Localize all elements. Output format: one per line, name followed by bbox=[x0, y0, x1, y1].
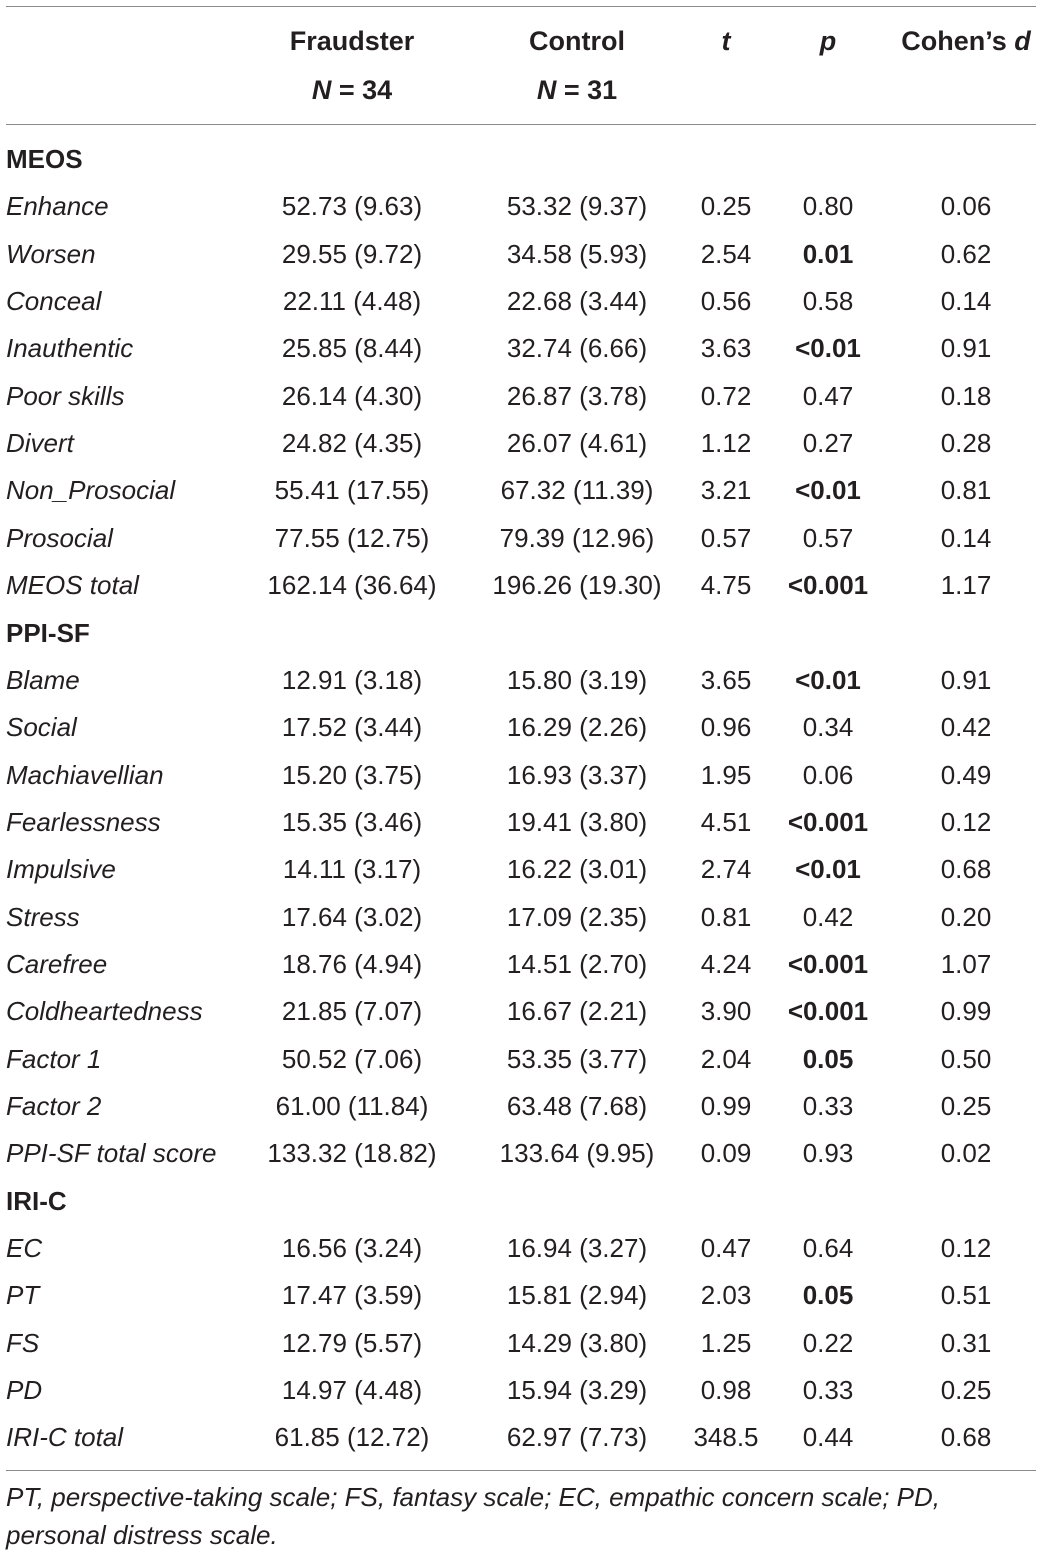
cohens-d-value: 0.28 bbox=[940, 428, 992, 459]
table-row bbox=[6, 373, 1036, 420]
cohens-d-value: 0.99 bbox=[940, 996, 992, 1027]
fraudster-value: 77.55 (12.75) bbox=[274, 522, 430, 553]
p-value: <0.001 bbox=[787, 570, 869, 601]
cohens-d-value: 0.12 bbox=[940, 1233, 992, 1264]
p-value: 0.57 bbox=[802, 522, 854, 553]
t-value: 1.95 bbox=[700, 759, 752, 790]
fraudster-value: 29.55 (9.72) bbox=[281, 238, 423, 269]
cohens-d-value: 0.50 bbox=[940, 1043, 992, 1074]
t-value: 2.04 bbox=[700, 1043, 752, 1074]
cohens-d-value: 1.17 bbox=[940, 570, 992, 601]
fraudster-value: 50.52 (7.06) bbox=[281, 1043, 423, 1074]
control-value: 133.64 (9.95) bbox=[499, 1138, 655, 1169]
header-p bbox=[776, 26, 880, 56]
t-value: 348.5 bbox=[693, 1422, 759, 1453]
p-value: 0.64 bbox=[802, 1233, 854, 1264]
control-value: 15.81 (2.94) bbox=[506, 1280, 648, 1311]
cohens-d-value: 0.25 bbox=[940, 1091, 992, 1121]
fraudster-value: 18.76 (4.94) bbox=[281, 948, 423, 979]
cohens-d-value: 0.68 bbox=[940, 1422, 992, 1453]
p-value: 0.22 bbox=[802, 1327, 854, 1358]
row-label: Poor skills bbox=[6, 380, 125, 411]
table-row bbox=[6, 941, 1036, 988]
table-header-rule bbox=[6, 124, 1036, 125]
t-value: 3.65 bbox=[700, 664, 752, 695]
fraudster-value: 55.41 (17.55) bbox=[274, 475, 430, 506]
control-value: 32.74 (6.66) bbox=[506, 333, 648, 364]
fraudster-value: 14.11 (3.17) bbox=[282, 854, 422, 885]
row-label: Impulsive bbox=[6, 854, 116, 885]
t-value: 3.63 bbox=[700, 333, 752, 364]
fraudster-value: 12.91 (3.18) bbox=[281, 664, 423, 695]
p-value: 0.33 bbox=[802, 1091, 854, 1121]
control-value: 16.22 (3.01) bbox=[506, 854, 648, 885]
p-value: <0.01 bbox=[795, 333, 861, 364]
row-label: PD bbox=[6, 1375, 43, 1406]
control-value: 14.51 (2.70) bbox=[506, 948, 648, 979]
p-value: <0.01 bbox=[795, 475, 861, 506]
t-value: 0.98 bbox=[700, 1375, 752, 1406]
t-value: 1.12 bbox=[700, 428, 752, 459]
control-value: 17.09 (2.35) bbox=[506, 901, 648, 932]
section-label: MEOS bbox=[6, 144, 83, 174]
section-label: PPI-SF bbox=[6, 617, 90, 648]
footnote-line-1: PT, perspective-taking scale; FS, fantasy scale; EC, empathic concern scale; PD, bbox=[6, 1482, 941, 1512]
table-row bbox=[6, 799, 1036, 846]
t-value: 4.51 bbox=[700, 806, 752, 837]
control-value: 34.58 (5.93) bbox=[506, 238, 648, 269]
fraudster-value: 61.85 (12.72) bbox=[274, 1422, 430, 1453]
p-value: 0.42 bbox=[802, 901, 854, 932]
fraudster-value: 14.97 (4.48) bbox=[281, 1375, 423, 1406]
table-row bbox=[6, 1414, 1036, 1461]
control-value: 16.67 (2.21) bbox=[506, 996, 648, 1027]
table-row bbox=[6, 988, 1036, 1035]
p-value: 0.27 bbox=[802, 428, 854, 459]
header-control-n: N = 31 bbox=[536, 75, 618, 105]
p-value: <0.01 bbox=[795, 664, 861, 695]
control-value: 16.93 (3.37) bbox=[506, 759, 648, 790]
header-cohens-d-symbol: d bbox=[1014, 26, 1031, 56]
t-value: 3.21 bbox=[700, 475, 752, 506]
fraudster-value: 24.82 (4.35) bbox=[281, 428, 423, 459]
fraudster-value: 15.35 (3.46) bbox=[281, 806, 423, 837]
header-control bbox=[470, 26, 684, 105]
p-value: 0.01 bbox=[802, 238, 854, 269]
table-row bbox=[6, 1272, 1036, 1319]
cohens-d-value: 0.31 bbox=[940, 1327, 992, 1358]
row-label: Fearlessness bbox=[6, 806, 161, 837]
table-row bbox=[6, 562, 1036, 609]
table-top-rule bbox=[6, 6, 1036, 7]
fraudster-value: 21.85 (7.07) bbox=[281, 996, 423, 1027]
cohens-d-value: 0.81 bbox=[940, 475, 992, 506]
fraudster-value: 162.14 (36.64) bbox=[267, 570, 437, 601]
section-header-row bbox=[6, 136, 1036, 183]
cohens-d-value: 0.68 bbox=[940, 854, 992, 885]
row-label: FS bbox=[6, 1327, 40, 1358]
control-value: 53.32 (9.37) bbox=[506, 191, 648, 222]
p-value: 0.34 bbox=[802, 712, 854, 743]
control-value: 19.41 (3.80) bbox=[506, 806, 648, 837]
row-label: Divert bbox=[6, 428, 74, 459]
p-value: 0.06 bbox=[802, 759, 854, 790]
table-row bbox=[6, 704, 1036, 751]
row-label: Social bbox=[6, 712, 77, 743]
fraudster-value: 16.56 (3.24) bbox=[281, 1233, 423, 1264]
t-value: 1.25 bbox=[700, 1327, 752, 1358]
t-value: 0.57 bbox=[700, 522, 752, 553]
fraudster-value: 17.64 (3.02) bbox=[281, 901, 423, 932]
cohens-d-value: 0.14 bbox=[940, 522, 992, 553]
header-cohens-d bbox=[888, 26, 1041, 56]
row-label: Prosocial bbox=[6, 522, 113, 553]
row-label: EC bbox=[6, 1233, 43, 1264]
table-row bbox=[6, 278, 1036, 325]
table-footnote bbox=[6, 1478, 1036, 1554]
fraudster-value: 26.14 (4.30) bbox=[281, 380, 423, 411]
control-value: 53.35 (3.77) bbox=[506, 1043, 648, 1074]
row-label: Conceal bbox=[6, 286, 102, 317]
t-value: 2.03 bbox=[700, 1280, 752, 1311]
cohens-d-value: 0.02 bbox=[940, 1138, 992, 1169]
t-value: 0.96 bbox=[700, 712, 752, 743]
t-value: 0.56 bbox=[700, 286, 752, 317]
row-label: Non_Prosocial bbox=[6, 475, 176, 506]
control-value: 63.48 (7.68) bbox=[506, 1091, 648, 1121]
row-label: IRI-C total bbox=[6, 1422, 124, 1453]
p-value: 0.44 bbox=[802, 1422, 854, 1453]
p-value: 0.58 bbox=[802, 286, 854, 317]
control-value: 26.07 (4.61) bbox=[506, 428, 648, 459]
row-label: Blame bbox=[6, 664, 80, 695]
section-header-row bbox=[6, 610, 1036, 657]
fraudster-value: 133.32 (18.82) bbox=[267, 1138, 437, 1169]
fraudster-value: 22.11 (4.48) bbox=[282, 286, 422, 317]
cohens-d-value: 0.06 bbox=[940, 191, 992, 222]
row-label: Worsen bbox=[6, 238, 96, 269]
p-value: 0.05 bbox=[802, 1043, 854, 1074]
table-row bbox=[6, 1367, 1036, 1414]
header-fraudster-n: N = 34 bbox=[311, 75, 393, 105]
fraudster-value: 52.73 (9.63) bbox=[281, 191, 423, 222]
table-row bbox=[6, 1083, 1036, 1130]
row-label: Inauthentic bbox=[6, 333, 134, 364]
cohens-d-value: 0.20 bbox=[940, 901, 992, 932]
cohens-d-value: 1.07 bbox=[940, 948, 992, 979]
table-row bbox=[6, 420, 1036, 467]
p-value: <0.001 bbox=[787, 996, 869, 1027]
control-value: 67.32 (11.39) bbox=[500, 475, 654, 506]
p-value: 0.05 bbox=[802, 1280, 854, 1311]
header-control-name: Control bbox=[529, 26, 625, 56]
p-value: 0.33 bbox=[802, 1375, 854, 1406]
cohens-d-value: 0.49 bbox=[940, 759, 992, 790]
row-label: Enhance bbox=[6, 191, 109, 222]
table-row bbox=[6, 752, 1036, 799]
header-p-label: p bbox=[819, 26, 837, 56]
row-label: PPI-SF total score bbox=[6, 1138, 217, 1169]
table-row bbox=[6, 231, 1036, 278]
table-bottom-rule bbox=[6, 1470, 1036, 1471]
table-row bbox=[6, 1320, 1036, 1367]
table-row bbox=[6, 325, 1036, 372]
header-fraudster-name: Fraudster bbox=[289, 26, 415, 56]
cohens-d-value: 0.25 bbox=[940, 1375, 992, 1406]
table-row bbox=[6, 183, 1036, 230]
row-label: Stress bbox=[6, 901, 80, 932]
row-label: Carefree bbox=[6, 948, 108, 979]
p-value: 0.47 bbox=[802, 380, 854, 411]
cohens-d-value: 0.62 bbox=[940, 238, 992, 269]
p-value: 0.93 bbox=[802, 1138, 854, 1169]
p-value: <0.01 bbox=[795, 854, 861, 885]
control-value: 26.87 (3.78) bbox=[506, 380, 648, 411]
p-value: <0.001 bbox=[787, 948, 869, 979]
fraudster-value: 17.47 (3.59) bbox=[281, 1280, 423, 1311]
control-value: 62.97 (7.73) bbox=[506, 1422, 648, 1453]
cohens-d-value: 0.91 bbox=[940, 664, 992, 695]
t-value: 0.25 bbox=[700, 191, 752, 222]
fraudster-value: 15.20 (3.75) bbox=[281, 759, 423, 790]
cohens-d-value: 0.12 bbox=[940, 806, 992, 837]
cohens-d-value: 0.14 bbox=[940, 286, 992, 317]
cohens-d-value: 0.91 bbox=[940, 333, 992, 364]
t-value: 0.81 bbox=[700, 901, 752, 932]
table-row bbox=[6, 1130, 1036, 1177]
table-row bbox=[6, 846, 1036, 893]
section-header-row bbox=[6, 1178, 1036, 1225]
t-value: 0.99 bbox=[700, 1091, 752, 1121]
row-label: Coldheartedness bbox=[6, 996, 203, 1027]
control-value: 16.94 (3.27) bbox=[506, 1233, 648, 1264]
table-row bbox=[6, 1036, 1036, 1083]
control-value: 14.29 (3.80) bbox=[506, 1327, 648, 1358]
t-value: 4.75 bbox=[700, 570, 752, 601]
table-row bbox=[6, 657, 1036, 704]
control-value: 15.80 (3.19) bbox=[506, 664, 648, 695]
cohens-d-value: 0.18 bbox=[940, 380, 992, 411]
header-cohens-d-prefix: Cohen’s bbox=[901, 26, 1015, 56]
p-value: 0.80 bbox=[802, 191, 854, 222]
control-value: 79.39 (12.96) bbox=[499, 522, 655, 553]
row-label: PT bbox=[6, 1280, 40, 1311]
row-label: Factor 1 bbox=[6, 1043, 102, 1074]
control-value: 15.94 (3.29) bbox=[506, 1375, 648, 1406]
fraudster-value: 12.79 (5.57) bbox=[281, 1327, 423, 1358]
t-value: 4.24 bbox=[700, 948, 752, 979]
row-label: MEOS total bbox=[6, 570, 139, 601]
t-value: 2.74 bbox=[700, 854, 752, 885]
footnote-line-2: personal distress scale. bbox=[6, 1520, 278, 1550]
t-value: 3.90 bbox=[700, 996, 752, 1027]
table-row bbox=[6, 894, 1036, 941]
t-value: 2.54 bbox=[700, 238, 752, 269]
t-value: 0.47 bbox=[700, 1233, 752, 1264]
cohens-d-value: 0.42 bbox=[940, 712, 992, 743]
table-row bbox=[6, 1225, 1036, 1272]
row-label: Factor 2 bbox=[6, 1091, 102, 1121]
fraudster-value: 17.52 (3.44) bbox=[281, 712, 423, 743]
fraudster-value: 25.85 (8.44) bbox=[281, 333, 423, 364]
header-fraudster bbox=[254, 26, 450, 105]
p-value: <0.001 bbox=[787, 806, 869, 837]
row-label: Machiavellian bbox=[6, 759, 164, 790]
table-row bbox=[6, 467, 1036, 514]
table-row bbox=[6, 515, 1036, 562]
t-value: 0.72 bbox=[700, 380, 752, 411]
section-label: IRI-C bbox=[6, 1185, 67, 1216]
cohens-d-value: 0.51 bbox=[940, 1280, 992, 1311]
control-value: 196.26 (19.30) bbox=[492, 570, 662, 601]
t-value: 0.09 bbox=[700, 1138, 752, 1169]
fraudster-value: 61.00 (11.84) bbox=[275, 1091, 429, 1121]
control-value: 22.68 (3.44) bbox=[506, 286, 648, 317]
control-value: 16.29 (2.26) bbox=[506, 712, 648, 743]
header-t bbox=[678, 26, 774, 56]
header-t-label: t bbox=[721, 26, 731, 56]
